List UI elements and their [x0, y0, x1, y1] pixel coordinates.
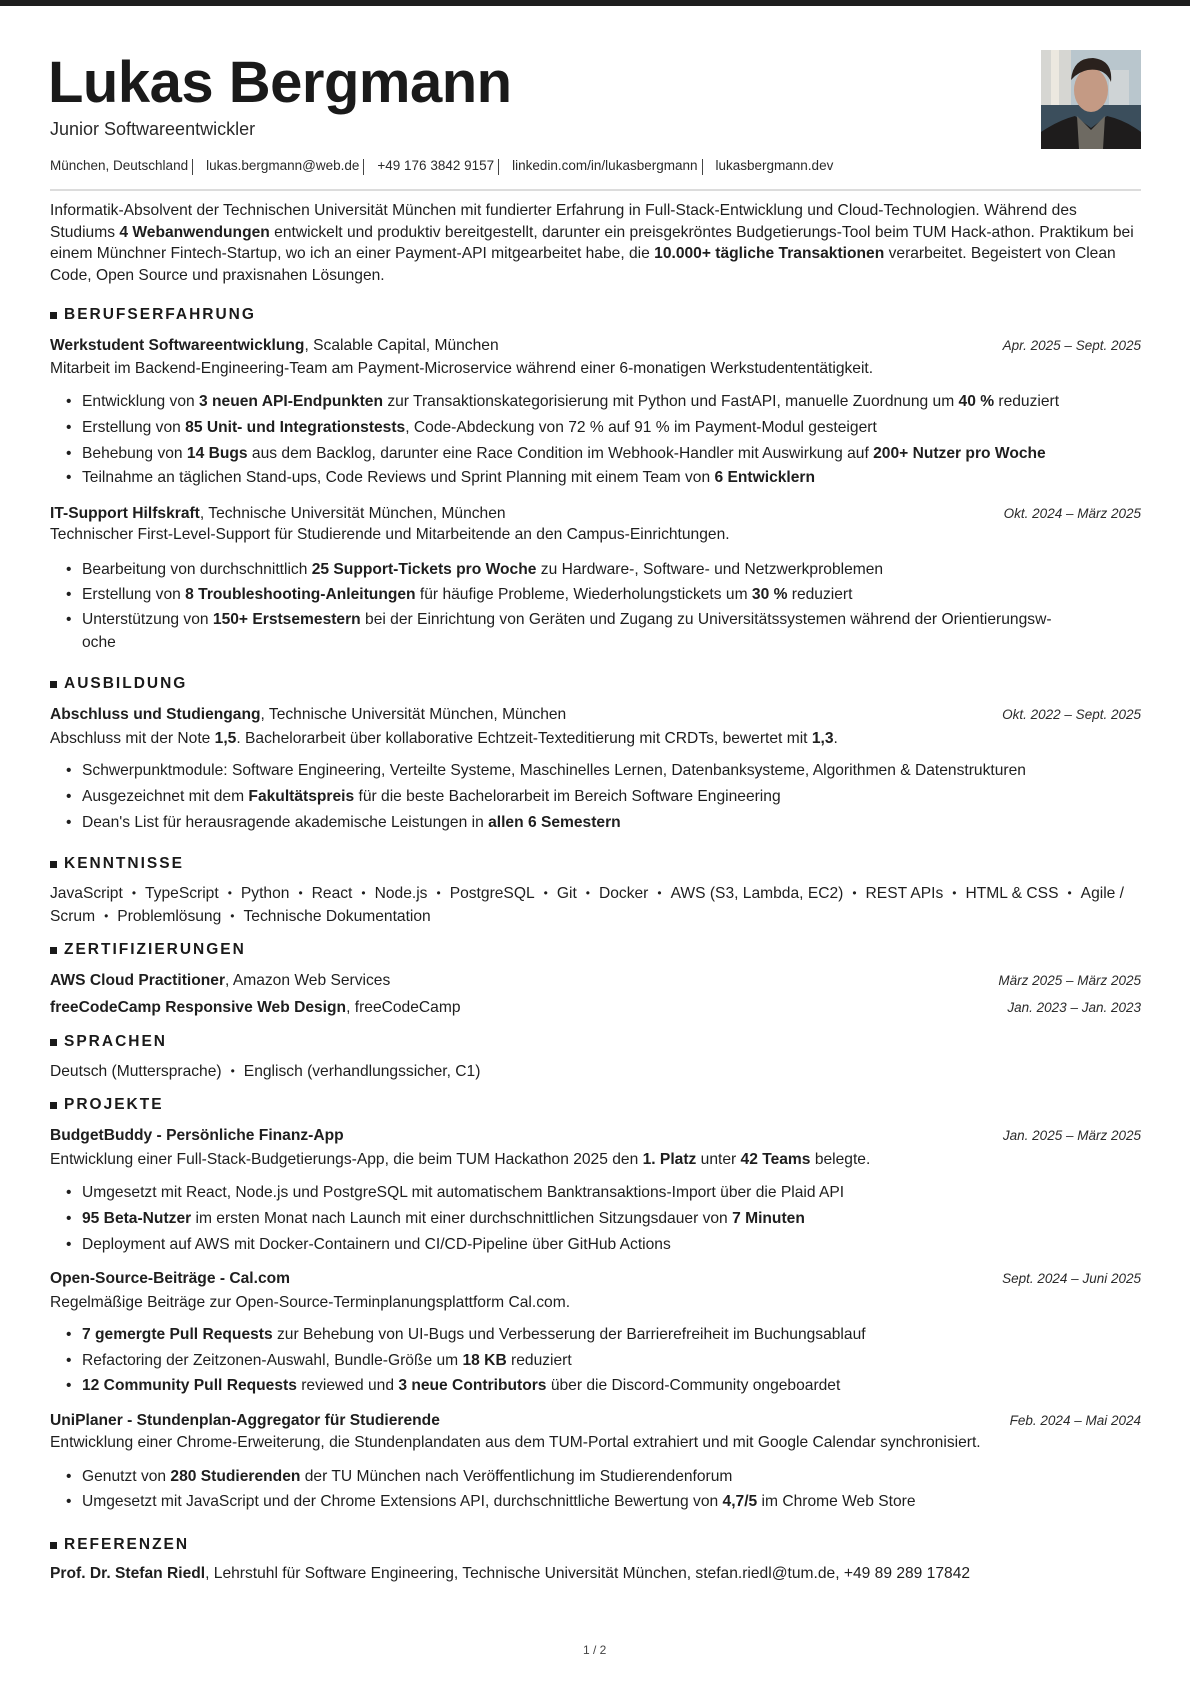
- section-title: PROJEKTE: [64, 1096, 164, 1113]
- skill: TypeScript: [145, 885, 219, 902]
- section-header-education: [50, 675, 187, 693]
- skill: JavaScript: [50, 885, 123, 902]
- summary-paragraph: [50, 200, 1142, 286]
- list-item: • Erstellung von 85 Unit- und Integrationstests, Code-Abdeckung von 72 % auf 91 % im Payment-Modul gesteigert: [82, 419, 877, 437]
- list-item: • 7 gemergte Pull Requests zur Behebung von UI-Bugs und Verbesserung der Barrierefreiheit im Buchungsablauf: [82, 1326, 866, 1344]
- list-item: • 95 Beta-Nutzer im ersten Monat nach Launch mit einer durchschnittlichen Sitzungsdauer von 7 Minuten: [82, 1210, 805, 1228]
- skill: Technische Dokumentation: [243, 907, 431, 925]
- section-title: REFERENZEN: [64, 1536, 190, 1553]
- skill: Problemlösung: [117, 907, 222, 925]
- skill: REST APIs: [865, 885, 944, 902]
- bullet-dot-icon: •: [1067, 886, 1072, 900]
- section-title: BERUFSERFAHRUNG: [64, 306, 256, 323]
- section-title: SPRACHEN: [64, 1033, 167, 1050]
- summary-text: verarbeitet. Begeistert von Clean Code, Open Source und praxisnahen Lösungen.: [50, 245, 1116, 284]
- bullet-dot-icon: •: [230, 1064, 235, 1078]
- project-description: Entwicklung einer Full-Stack-Budgetierungs-App, die beim TUM Hackathon 2025 den 1. Platz unter 42 Teams belegte.: [50, 1151, 871, 1168]
- contact-line: [50, 158, 833, 174]
- square-bullet-icon: [50, 681, 57, 688]
- separator: [192, 159, 193, 175]
- square-bullet-icon: [50, 312, 57, 319]
- skill: PostgreSQL: [449, 885, 535, 902]
- bullet-dot-icon: •: [230, 908, 235, 923]
- section-header-references: [50, 1536, 189, 1554]
- section-header-certifications: [50, 941, 246, 959]
- separator: [702, 159, 703, 175]
- project-title: Open-Source-Beiträge - Cal.com: [50, 1270, 291, 1287]
- summary-text: Informatik-Absolvent der Technischen Universität München mit fundierter Erfahrung in Full-Stack-Entwicklung und Cloud-Technologien. Während des Studiums: [50, 202, 1077, 241]
- reference: [50, 1565, 970, 1583]
- experience-title: [50, 505, 506, 523]
- list-item: • Refactoring der Zeitzonen-Auswahl, Bundle-Größe um 18 KB reduziert: [82, 1352, 572, 1370]
- education-date: Okt. 2022 – Sept. 2025: [1002, 707, 1141, 722]
- project-date: Feb. 2024 – Mai 2024: [1009, 1413, 1141, 1428]
- bullet-dot-icon: •: [657, 886, 662, 900]
- project-description: Entwicklung einer Chrome-Erweiterung, die Stundenplandaten aus dem TUM-Portal extrahiert und mit Google Calendar synchronisiert.: [50, 1434, 981, 1451]
- separator: [498, 159, 499, 175]
- organization: , Scalable Capital, München: [304, 337, 499, 354]
- summary-highlight: 10.000+ tägliche Transaktionen: [654, 245, 885, 263]
- list-item: • Deployment auf AWS mit Docker-Containern und CI/CD-Pipeline über GitHub Actions: [82, 1236, 671, 1254]
- summary-highlight: 4 Webanwendungen: [119, 223, 270, 241]
- role: Werkstudent Softwareentwicklung: [50, 337, 305, 354]
- certification-date: März 2025 – März 2025: [998, 973, 1141, 988]
- certification: freeCodeCamp Responsive Web Design, freeCodeCamp: [50, 999, 461, 1016]
- experience-date: Apr. 2025 – Sept. 2025: [1002, 338, 1141, 353]
- project-title: BudgetBuddy - Persönliche Finanz-App: [50, 1127, 344, 1144]
- bullet-dot-icon: •: [131, 886, 137, 900]
- square-bullet-icon: [50, 947, 57, 954]
- list-item: • Behebung von 14 Bugs aus dem Backlog, darunter eine Race Condition im Webhook-Handler mit Auswirkung auf 200+ Nutzer pro Woche: [82, 445, 1046, 463]
- degree: Abschluss und Studiengang: [50, 706, 261, 723]
- list-item: • Entwicklung von 3 neuen API-Endpunkten zur Transaktionskategorisierung mit Python und FastAPI, manuelle Zuordnung um 40 % reduziert: [82, 393, 1059, 411]
- bullet-dot-icon: •: [227, 886, 232, 900]
- skill: Node.js: [374, 885, 428, 902]
- skill: AWS (S3, Lambda, EC2): [670, 885, 844, 902]
- contact-phone[interactable]: +49 176 3842 9157: [377, 158, 495, 173]
- reference-name: Prof. Dr. Stefan Riedl: [50, 1565, 206, 1582]
- header-divider: [50, 189, 1141, 191]
- section-header-experience: [50, 306, 256, 324]
- bullet-dot-icon: •: [361, 886, 366, 900]
- list-item: • Genutzt von 280 Studierenden der TU München nach Veröffentlichung im Studierendenforum: [82, 1468, 732, 1486]
- project-title: UniPlaner - Stundenplan-Aggregator für Studierende: [50, 1412, 440, 1429]
- bullet-dot-icon: •: [436, 886, 441, 900]
- bullet-dot-icon: •: [952, 886, 957, 900]
- education-description: Abschluss mit der Note 1,5. Bachelorarbeit über kollaborative Echtzeit-Texteditierung mit CRDTs, bewertet mit 1,3.: [50, 730, 838, 747]
- education-title: [50, 706, 566, 724]
- job-title: Junior Softwareentwickler: [50, 119, 256, 139]
- list-item: • Erstellung von 8 Troubleshooting-Anleitungen für häufige Probleme, Wiederholungstickets um 30 % reduziert: [82, 586, 852, 604]
- section-header-projects: [50, 1096, 164, 1114]
- square-bullet-icon: [50, 861, 57, 868]
- list-item-continuation: oche: [82, 634, 116, 651]
- candidate-name: Lukas Bergmann: [48, 50, 512, 115]
- section-title: KENNTNISSE: [64, 855, 184, 872]
- section-header-languages: [50, 1033, 167, 1051]
- institution: , Technische Universität München, München: [260, 706, 567, 723]
- list-item: • 12 Community Pull Requests reviewed und 3 neue Contributors über die Discord-Community ongeboardet: [82, 1377, 840, 1395]
- list-item: • Teilnahme an täglichen Stand-ups, Code Reviews und Sprint Planning mit einem Team von 6 Entwicklern: [82, 469, 815, 487]
- project-date: Sept. 2024 – Juni 2025: [1002, 1271, 1141, 1286]
- contact-website[interactable]: lukasbergmann.dev: [715, 158, 834, 173]
- separator: [363, 159, 364, 175]
- role: IT-Support Hilfskraft: [50, 505, 200, 522]
- experience-description: Technischer First-Level-Support für Studierende und Mitarbeitende an den Campus-Einrichtungen.: [50, 526, 730, 543]
- skill: React: [311, 885, 353, 902]
- contact-email[interactable]: lukas.bergmann@web.de: [206, 158, 360, 173]
- organization: , Technische Universität München, München: [199, 505, 506, 522]
- language: Englisch (verhandlungssicher, C1): [243, 1063, 481, 1080]
- bullet-dot-icon: •: [543, 886, 548, 900]
- portrait-image-icon: [1041, 50, 1141, 149]
- certification: AWS Cloud Practitioner, Amazon Web Services: [50, 972, 391, 989]
- experience-description: Mitarbeit im Backend-Engineering-Team am Payment-Microservice während einer 6-monatigen Werkstudententätigkeit.: [50, 360, 874, 377]
- list-item: • Umgesetzt mit JavaScript und der Chrome Extensions API, durchschnittliche Bewertung von 4,7/5 im Chrome Web Store: [82, 1493, 916, 1511]
- certification-date: Jan. 2023 – Jan. 2023: [1007, 1000, 1141, 1015]
- page-number: 1 / 2: [583, 1643, 607, 1657]
- section-header-skills: [50, 855, 184, 873]
- list-item: • Umgesetzt mit React, Node.js und PostgreSQL mit automatischem Banktransaktions-Import über die Plaid API: [82, 1184, 844, 1202]
- list-item: • Ausgezeichnet mit dem Fakultätspreis für die beste Bachelorarbeit im Bereich Software Engineering: [82, 788, 781, 806]
- languages-list: [50, 1063, 480, 1081]
- list-item: • Dean's List für herausragende akademische Leistungen in allen 6 Semestern: [82, 814, 621, 832]
- square-bullet-icon: [50, 1102, 57, 1109]
- experience-title: [50, 337, 499, 355]
- skill: Docker: [598, 885, 649, 902]
- reference-details: , Lehrstuhl für Software Engineering, Technische Universität München, stefan.riedl@tum.de, +49 89 289 17842: [205, 1565, 971, 1582]
- skill: Git: [556, 885, 577, 902]
- square-bullet-icon: [50, 1039, 57, 1046]
- skills-list: [50, 883, 1142, 928]
- bullet-dot-icon: •: [104, 908, 109, 923]
- bullet-dot-icon: •: [852, 886, 857, 900]
- bullet-dot-icon: •: [585, 886, 590, 900]
- contact-location: München, Deutschland: [50, 158, 189, 173]
- section-title: ZERTIFIZIERUNGEN: [64, 941, 246, 958]
- top-bar: [0, 0, 1190, 6]
- experience-date: Okt. 2024 – März 2025: [1003, 506, 1141, 521]
- language: Deutsch (Muttersprache): [50, 1063, 222, 1080]
- summary-text: entwickelt und produktiv bereitgestellt, darunter ein preisgekröntes Budgetierungs-Tool beim TUM Hack-athon. Praktikum bei einem Münchner Fintech-Startup, wo ich an einer Payment-API mitgearbeitet habe, die: [50, 223, 1134, 263]
- bullet-dot-icon: •: [298, 886, 303, 900]
- profile-photo: [1041, 50, 1141, 149]
- list-item: • Bearbeitung von durchschnittlich 25 Support-Tickets pro Woche zu Hardware-, Software- und Netzwerkproblemen: [82, 561, 883, 579]
- section-title: AUSBILDUNG: [64, 675, 188, 692]
- project-description: Regelmäßige Beiträge zur Open-Source-Terminplanungsplattform Cal.com.: [50, 1294, 571, 1311]
- square-bullet-icon: [50, 1542, 57, 1549]
- contact-linkedin[interactable]: linkedin.com/in/lukasbergmann: [512, 158, 698, 173]
- skill: HTML & CSS: [965, 885, 1059, 902]
- skill: Python: [240, 885, 290, 902]
- project-date: Jan. 2025 – März 2025: [1002, 1128, 1141, 1143]
- list-item: • Schwerpunktmodule: Software Engineering, Verteilte Systeme, Maschinelles Lernen, Datenbanksysteme, Algorithmen & Datenstrukturen: [82, 762, 1026, 780]
- skill: Agile / Scrum: [50, 885, 1125, 925]
- list-item: • Unterstützung von 150+ Erstsemestern bei der Einrichtung von Geräten und Zugang zu Universitätssystemen während der Orientierungsw-: [82, 611, 1052, 629]
